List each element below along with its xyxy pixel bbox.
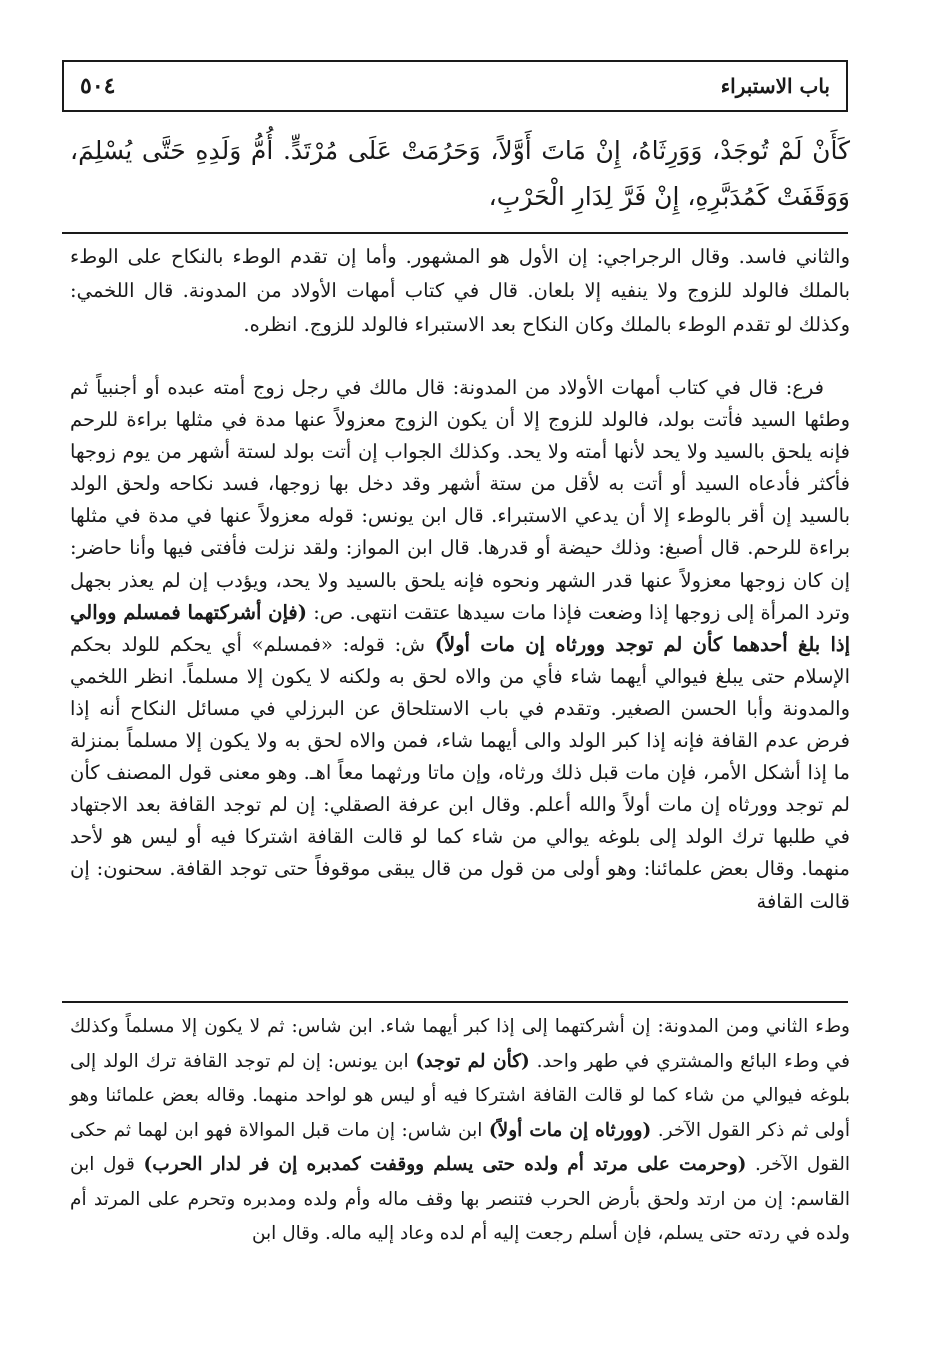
footnote-divider — [62, 1001, 848, 1003]
divider-line — [62, 232, 848, 234]
page-header — [62, 60, 848, 112]
footnote-text: قول ابن القاسم: إن من ارتد ولحق بأرض الحرب فتنصر بها وقف ماله وأم ولده ومدبره وتحرم على المرتد أم ولده في ردته حتى يسلم، فإن أسلم رجعت إليه أم لده وعاد إليه ماله. وقال ابن — [70, 1154, 850, 1244]
footnote-quote: (كأن لم توجد) — [415, 1050, 530, 1072]
footnote-text: ابن يونس: إن لم توجد القافة ترك الولد إلى بلوغه فيوالي من شاء كما لو قالت القافة اشتركا فيه أو ليس هو لواحد منهما. وقاله بعض علمائنا وهو أولى ثم ذكر القول الآخر. — [70, 1050, 851, 1141]
footnote-text: وطء الثاني ومن المدونة: إن أشركتهما إلى إذا كبر أيهما شاء. ابن شاس: ثم لا يكون إلا مسلماً وكذلك في وطء البائع والمشتري في طهر واحد. — [70, 1016, 850, 1072]
matn-text: كَأَنْ لَمْ تُوجَدْ، وَوَرِثَاهُ، إِنْ مَاتَ أَوَّلاً، وَحَرُمَتْ عَلَى مُرْتَدٍّ. أُمُّ وَلَدِهِ حَتَّى يُسْلِمَ، وَوَقَفَتْ كَمُدَبَّرِهِ، إِنْ فَرَّ لِدَارِ الْحَرْبِ، — [70, 136, 850, 211]
commentary-quote: (فإن أشركتهما فمسلم ووالي إذا بلغ أحدهما كأن لم توجد وورثاه إن مات أولاً) — [70, 600, 851, 656]
commentary-text: ش: قوله: «فمسلم» أي يحكم للولد بحكم الإسلام حتى يبلغ فيوالي أيهما شاء فأي من والاه لحق به ولكنه لا يكون إلا مسلماً. انظر اللخمي والمدونة وأبا الحسن الصغير. وتقدم في باب الاستلحاق عن البرزلي في مسائل النكاح أنه إذا فرض عدم القافة فإنه إذا كبر الولد والى أيهما شاء، فمن والاه لحق به ولا يكون إلا مسلماً بمنزلة ما إذا أشكل الأمر، فإن مات قبل ذلك ورثاه، وإن ماتا ورثهما معاً اهـ. وهو معنى قول المصنف كأن لم توجد وورثاه إن مات أولاً والله أعلم. وقال ابن عرفة الصقلي: إن لم توجد القافة بعد الاجتهاد في طلبها ترك الولد إلى بلوغه يوالي من شاء كما لو قالت القافة اشتركا فيه أو ليس هو لأحد منهما. وقال بعض علمائنا: وهو أولى من قول من قال يبقى موقوفاً حتى توجد القافة. سحنون: إن قالت القافة — [70, 632, 850, 913]
commentary-continuation: والثاني فاسد. وقال الرجراجي: إن الأول هو المشهور. وأما إن تقدم الوطء بالنكاح على الوطء بالملك فالولد للزوج ولا ينفيه إلا بلعان. قال في كتاب أمهات الأولاد من المدونة. قال اللخمي: وكذلك لو تقدم الوطء بالملك وكان النكاح بعد الاستبراء فالولد للزوج. انظره. — [70, 245, 850, 336]
footnote-quote: (وورثاه إن مات أولاً) — [488, 1119, 652, 1141]
footnote-text: ابن شاس: إن مات قبل الموالاة فهو ابن لهما ثم حكى القول الآخر. — [70, 1119, 850, 1175]
chapter-title: باب الاستبراء — [720, 74, 830, 98]
footnote-quote: (وحرمت على مرتد أم ولده حتى يسلم ووقفت كمدبره إن فر لدار الحرب) — [143, 1154, 747, 1175]
footnotes — [70, 1010, 850, 1252]
commentary-main — [70, 372, 850, 918]
commentary-text: فرع: قال في كتاب أمهات الأولاد من المدونة: قال مالك في رجل زوج أمته عبده أو أجنبياً ثم وطئها السيد فأتت بولد، فالولد للزوج إلا أن يكون الزوج معزولاً عنها مدة في مثلها براءة للرحم فإنه يلحق بالسيد ولا يحد لأنها أمته ولا يحد. وكذلك الجواب إن أتت بولد لستة أشهر من يوم زوجها فأكثر فأدعاه السيد أو أتت به لأقل من ستة أشهر وقد دخل بها زوجها، فسد نكاحه ولحق الولد بالسيد إن أقر بالوطء إلا أن يدعي الاستبراء. قال ابن يونس: قوله معزولاً عنها في مدة في مثلها براءة للرحم. قال أصبغ: وذلك حيضة أو قدرها. قال ابن المواز: ولقد نزلت فأفتى فيها وأنا حاضر: إن كان زوجها معزولاً عنها قدر الشهر ونحوه فإنه يلحق بالسيد ولا يحد، ويؤدب إن لم يعذر بجهل وترد المرأة إلى زوجها إذا وضعت فإذا مات سيدها عتقت انتهى. ص: — [70, 376, 850, 624]
page-number: ٥٠٤ — [80, 73, 116, 99]
